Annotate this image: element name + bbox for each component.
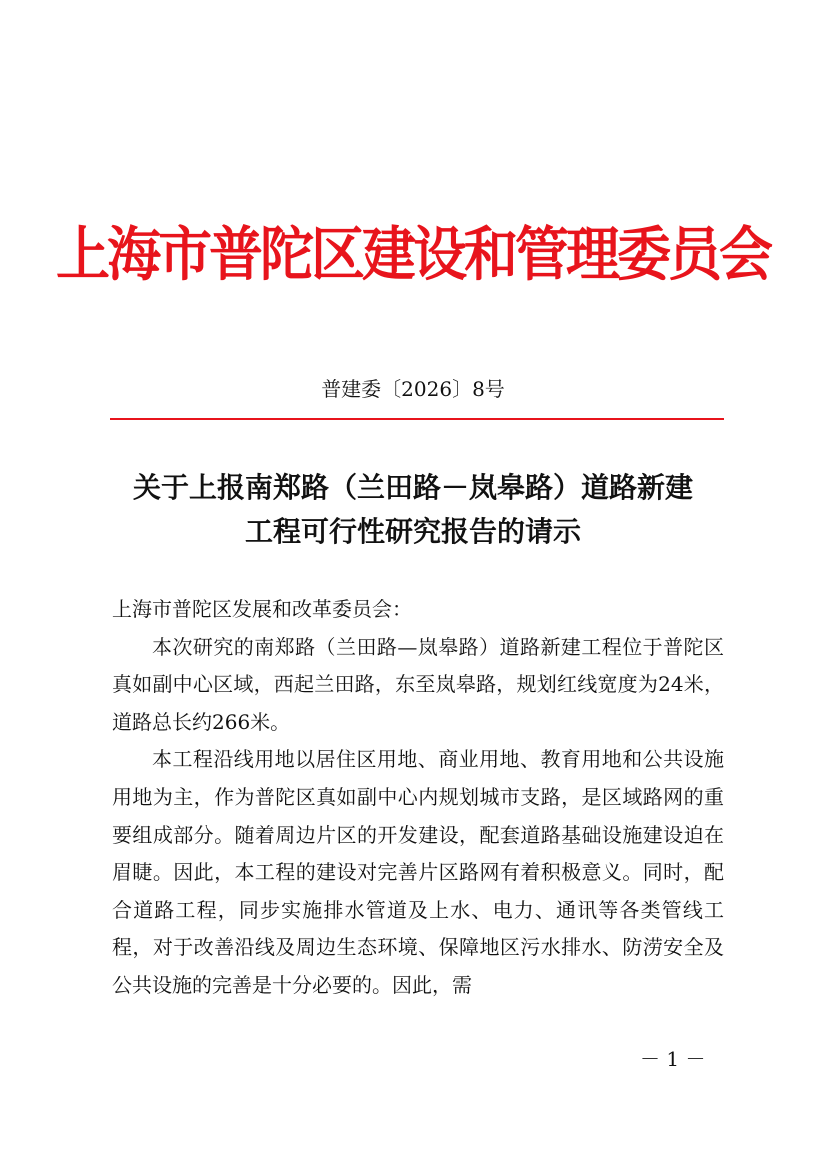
document-title: [96, 466, 730, 554]
document-title-line-1: 关于上报南郑路（兰田路－岚皋路）道路新建: [132, 471, 693, 504]
document-body: [112, 591, 724, 1005]
body-paragraph-1: 本次研究的南郑路（兰田路—岚皋路）道路新建工程位于普陀区真如副中心区域，西起兰田路，东至岚皋路，规划红线宽度为24米，道路总长约266米。: [112, 634, 724, 734]
red-separator-line: [110, 418, 724, 420]
document-number: 普建委〔2026〕8号: [321, 377, 505, 401]
body-paragraph-2: 本工程沿线用地以居住区用地、商业用地、教育用地和公共设施用地为主，作为普陀区真如副中心内规划城市支路，是区域路网的重要组成部分。随着周边片区的开发建设，配套道路基础设施建设迫在眉睫。因此，本工程的建设对完善片区路网有着积极意义。同时，配合道路工程，同步实施排水管道及上水、电力、通讯等各类管线工程，对于改善沿线及周边生态环境、保障地区污水排水、防涝安全及公共设施的完善是十分必要的。因此，需: [112, 747, 724, 997]
document-title-line-2: 工程可行性研究报告的请示: [244, 515, 581, 548]
page-number: － 1 －: [640, 1047, 706, 1071]
issuing-organization-header: 上海市普陀区建设和管理委员会: [56, 219, 770, 289]
salutation: 上海市普陀区发展和改革委员会：: [112, 597, 412, 621]
